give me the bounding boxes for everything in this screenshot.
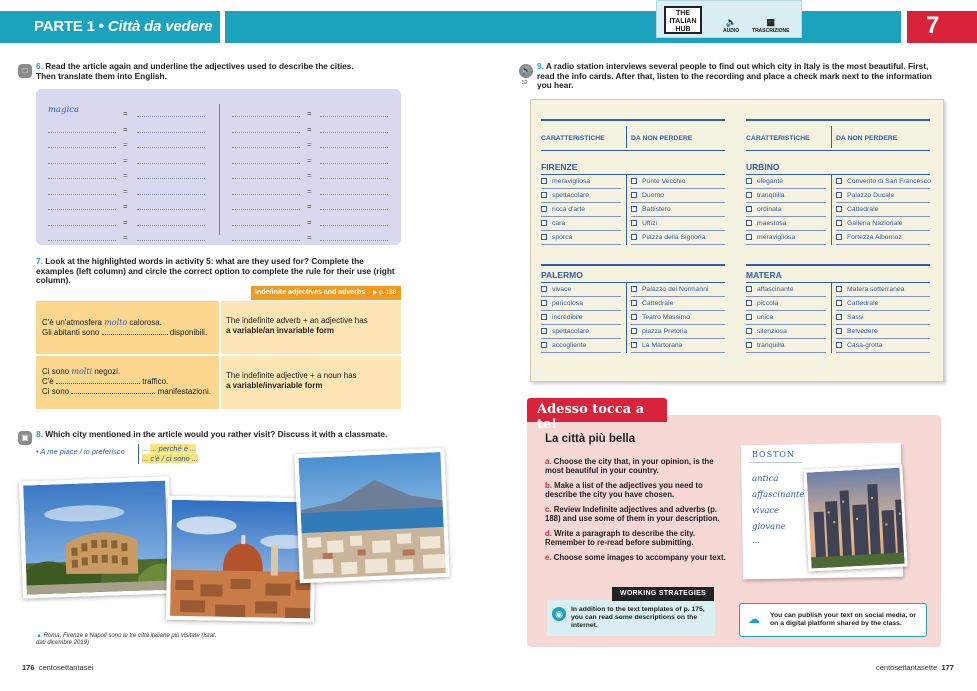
photo-boston xyxy=(803,464,907,571)
task-title: La città più bella xyxy=(545,433,636,445)
checklist-item[interactable] xyxy=(541,339,621,353)
equals-sign: = xyxy=(123,233,128,242)
answer-line[interactable] xyxy=(232,132,300,133)
checklist-label: piazza Pretoria xyxy=(642,328,688,335)
checklist-label: Galleria Nazionale xyxy=(847,220,903,227)
checklist-label: Duomo xyxy=(642,192,664,199)
italian-hub-logo[interactable]: THE ITALIAN HUB xyxy=(664,6,702,34)
checklist-label: incredibile xyxy=(552,314,583,321)
note-rule xyxy=(750,462,802,463)
answer-line[interactable] xyxy=(137,163,205,164)
checklist-item[interactable] xyxy=(836,311,930,325)
checklist-label: accogliente xyxy=(552,342,587,349)
checklist-label: vivace xyxy=(552,286,572,293)
answer-line[interactable] xyxy=(48,225,116,226)
answer-line[interactable] xyxy=(48,209,116,210)
checklist-item[interactable] xyxy=(746,339,826,353)
equals-sign: = xyxy=(307,109,312,118)
discussion-icon: ▣ xyxy=(18,431,32,445)
checklist-item[interactable] xyxy=(836,189,930,203)
checklist-label: Palazzo Ducale xyxy=(847,192,895,199)
checklist-item[interactable] xyxy=(746,175,826,189)
checkbox[interactable] xyxy=(631,234,637,240)
equals-sign: = xyxy=(123,155,128,165)
checkbox[interactable] xyxy=(836,300,842,306)
task-step: e. Choose some images to accompany your text. xyxy=(545,553,726,562)
checkbox[interactable] xyxy=(541,342,547,348)
grammar-reference-tag[interactable]: Indefinite adjectives and adverbs ▶ p. 188 xyxy=(251,286,401,300)
checkbox[interactable] xyxy=(836,206,842,212)
city-name: FIRENZE xyxy=(541,162,578,172)
working-strategies-text: In addition to the text templates of p. 175, you can read some descriptions on the internet. xyxy=(571,606,705,629)
equals-sign: = xyxy=(123,124,128,134)
checkbox[interactable] xyxy=(746,342,752,348)
checklist-item[interactable] xyxy=(746,189,826,203)
audio-link[interactable]: 🔈 AUDIO xyxy=(723,17,740,34)
equals-sign: = xyxy=(307,233,312,242)
checkbox[interactable] xyxy=(541,328,547,334)
section-rule xyxy=(746,264,930,266)
answer-line[interactable] xyxy=(232,147,300,148)
checkbox[interactable] xyxy=(836,178,842,184)
checkbox[interactable] xyxy=(541,206,547,212)
checklist-label: sporca xyxy=(552,234,573,241)
checkbox[interactable] xyxy=(631,342,637,348)
header-rule xyxy=(541,119,725,121)
equals-sign: = xyxy=(307,155,312,165)
answer-line[interactable] xyxy=(137,147,205,148)
checkbox[interactable] xyxy=(541,286,547,292)
example-row-1: C'è un'atmosfera molto calorosa. Gli abitanti sono disponibili. xyxy=(42,318,208,337)
answer-line[interactable] xyxy=(137,194,205,195)
checklist-label: Teatro Massimo xyxy=(642,314,690,321)
task-step: d. Write a paragraph to describe the city. Remember to re-read before submitting. xyxy=(545,529,696,547)
city-name: PALERMO xyxy=(541,270,583,280)
checklist-item[interactable] xyxy=(631,325,725,339)
column-header: CARATTERISTICHE xyxy=(746,135,810,142)
option-choice[interactable]: a variable/invariable form xyxy=(226,381,323,390)
checkbox[interactable] xyxy=(631,328,637,334)
note-word: vivace xyxy=(752,506,780,516)
answer-line[interactable] xyxy=(48,163,116,164)
checklist-item[interactable] xyxy=(631,189,725,203)
answer-line[interactable] xyxy=(48,194,116,195)
checklist-label: Sassi xyxy=(847,314,864,321)
checklist-label: cara xyxy=(552,220,566,227)
answer-line[interactable] xyxy=(137,132,205,133)
answer-line[interactable] xyxy=(320,147,388,148)
checklist-label: Cattedrale xyxy=(642,300,674,307)
checklist-label: Fortezza Albornoz xyxy=(847,234,902,241)
checklist-label: piccola xyxy=(757,300,779,307)
checkbox[interactable] xyxy=(836,234,842,240)
equals-sign: = xyxy=(307,171,312,180)
checkbox[interactable] xyxy=(541,192,547,198)
checklist-label: Uffizi xyxy=(642,220,657,227)
panel-divider xyxy=(219,104,220,235)
checklist-label: spettacolare xyxy=(552,192,590,199)
checklist-label: silenziosa xyxy=(757,328,787,335)
task-steps xyxy=(545,457,730,568)
answer-line[interactable] xyxy=(48,132,116,133)
answer-line[interactable] xyxy=(48,240,116,241)
answer-line[interactable] xyxy=(232,178,300,179)
header-rule xyxy=(746,119,930,121)
photo-caption: ▲ Roma, Firenze e Napoli sono le tre città italiane più visitate (Istat, dati dicembre 2019) xyxy=(36,633,217,646)
checklist-item[interactable] xyxy=(541,189,621,203)
checklist-item[interactable] xyxy=(746,283,826,297)
answer-line[interactable] xyxy=(320,209,388,210)
note-word: ... xyxy=(752,536,761,546)
unit-badge xyxy=(907,11,977,43)
publish-text: You can publish your text on social media, or on a digital platform shared by the class. xyxy=(770,612,917,627)
answer-line[interactable] xyxy=(320,240,388,241)
checklist-item[interactable] xyxy=(631,203,725,217)
answer-line[interactable] xyxy=(48,147,116,148)
answer-line[interactable] xyxy=(137,116,205,117)
answer-line[interactable] xyxy=(232,163,300,164)
page-number-left: 176 centosettantasei xyxy=(22,663,94,672)
checklist-item[interactable] xyxy=(631,339,725,353)
checklist-item[interactable] xyxy=(836,217,930,231)
equals-sign: = xyxy=(307,217,312,227)
city-name: URBINO xyxy=(746,162,780,172)
audio-track-number: 52 xyxy=(522,80,528,86)
answer-line[interactable] xyxy=(320,116,388,117)
header-divider xyxy=(831,126,832,148)
checklist-label: Belvedere xyxy=(847,328,878,335)
speech-prompt-options: ... ... perché è ... ... c'è / ci sono ... xyxy=(138,444,198,464)
checklist-item[interactable] xyxy=(746,231,826,245)
checklist-label: Cattedrale xyxy=(847,300,879,307)
equals-sign: = xyxy=(307,202,312,211)
option-choice[interactable]: a variable/an invariable form xyxy=(226,326,335,335)
checklist-label: affascinante xyxy=(757,286,794,293)
target-icon: ◉ xyxy=(552,607,566,621)
answer-line[interactable] xyxy=(320,194,388,195)
adesso-tab: Adesso tocca a te! xyxy=(527,398,667,422)
city-name: MATERA xyxy=(746,270,782,280)
checkbox[interactable] xyxy=(631,286,637,292)
transcript-icon: ▦ xyxy=(766,17,775,27)
answer-line[interactable] xyxy=(137,209,205,210)
rule-row-2: The indefinite adjective + a noun has a variable/invariable form xyxy=(226,371,398,391)
checklist-item[interactable] xyxy=(541,297,621,311)
checklist-label: maestosa xyxy=(757,220,787,227)
checkbox[interactable] xyxy=(746,300,752,306)
checkbox[interactable] xyxy=(541,220,547,226)
checkbox[interactable] xyxy=(631,192,637,198)
working-strategies-tag: WORKING STRATEGIES xyxy=(612,587,714,601)
checklist-item[interactable] xyxy=(746,203,826,217)
answer-line[interactable] xyxy=(232,240,300,241)
equals-sign: = xyxy=(123,202,128,211)
column-header: DA NON PERDERE xyxy=(836,135,898,142)
checkbox[interactable] xyxy=(836,192,842,198)
city-divider xyxy=(626,175,627,245)
checklist-item[interactable] xyxy=(631,283,725,297)
checkbox[interactable] xyxy=(746,206,752,212)
checkbox[interactable] xyxy=(631,206,637,212)
equals-sign: = xyxy=(307,186,312,196)
speaker-icon: 🔈 xyxy=(725,17,737,27)
checkbox[interactable] xyxy=(541,234,547,240)
checklist-label: La Martorana xyxy=(642,342,683,349)
page-number-right: centosettantasette 177 xyxy=(876,663,954,672)
task-step: b. Make a list of the adjectives you need to describe the city you have chosen. xyxy=(545,481,703,499)
write-icon: □ xyxy=(18,64,32,78)
checklist-item[interactable] xyxy=(836,339,930,353)
checklist-label: Battistero xyxy=(642,206,671,213)
checklist-item[interactable] xyxy=(836,231,930,245)
checklist-label: ricca d'arte xyxy=(552,206,586,213)
checklist-label: Casa-grotta xyxy=(847,342,883,349)
answer-line[interactable] xyxy=(137,178,205,179)
city-divider xyxy=(626,283,627,353)
checkbox[interactable] xyxy=(541,300,547,306)
checklist-item[interactable] xyxy=(631,297,725,311)
checklist-item[interactable] xyxy=(746,217,826,231)
checkbox[interactable] xyxy=(541,178,547,184)
note-word: affascinante xyxy=(752,490,805,500)
answer-line[interactable] xyxy=(232,194,300,195)
checklist-item[interactable] xyxy=(631,231,725,245)
city-divider xyxy=(831,283,832,353)
column-header: DA NON PERDERE xyxy=(631,135,693,142)
checklist-label: Piazza della Signoria xyxy=(642,234,706,241)
checklist-label: Convento di San Francesco xyxy=(847,178,931,185)
checkbox[interactable] xyxy=(631,178,637,184)
checkbox[interactable] xyxy=(746,314,752,320)
part-title: PARTE 1 • Città da vedere xyxy=(34,18,213,35)
answer-line[interactable] xyxy=(232,116,300,117)
checklist-item[interactable] xyxy=(836,175,930,189)
checkbox[interactable] xyxy=(746,328,752,334)
checklist-label: spettacolare xyxy=(552,328,590,335)
example-word: magica xyxy=(48,105,80,115)
section-rule xyxy=(541,264,725,266)
header-rule xyxy=(541,150,725,151)
exercise-6-instructions: 6. Read the article again and underline the adjectives used to describe the cities. Then translate them into English. xyxy=(36,61,354,81)
equals-sign: = xyxy=(123,217,128,227)
checkbox[interactable] xyxy=(746,234,752,240)
equals-sign: = xyxy=(123,171,128,180)
example-row-2: Ci sono molti negozi. C'è traffico. Ci sono manifestazioni. xyxy=(42,367,211,396)
note-word: antica xyxy=(752,474,779,484)
checkbox[interactable] xyxy=(836,328,842,334)
checkbox[interactable] xyxy=(631,300,637,306)
checklist-item[interactable] xyxy=(746,311,826,325)
checklist-item[interactable] xyxy=(541,231,621,245)
answer-line[interactable] xyxy=(320,163,388,164)
column-header: CARATTERISTICHE xyxy=(541,135,605,142)
equals-sign: = xyxy=(123,109,128,118)
photo-florence xyxy=(166,496,316,623)
checkbox[interactable] xyxy=(836,342,842,348)
checklist-item[interactable] xyxy=(746,325,826,339)
unit-number: 7 xyxy=(926,12,940,39)
exercise-9-instructions: 9. A radio station interviews several people to find out which city in Italy is the most beautiful. First, read the info cards. After that, listen to the recording and place a check mark next to the information you hear. xyxy=(537,61,932,90)
equals-sign: = xyxy=(307,140,312,149)
checklist-label: Ponte Vecchio xyxy=(642,178,686,185)
rule-row-1: The indefinite adverb + an adjective has a variable/an invariable form xyxy=(226,316,398,336)
task-step: c. Review Indefinite adjectives and adverbs (p. 188) and use some of them in your description. xyxy=(545,505,720,523)
checklist-item[interactable] xyxy=(631,311,725,325)
exercise-7-instructions: 7. Look at the highlighted words in activity 5: what are they used for? Complete the examples (left column) and circle the correct option to complete the rule for their use (right column). xyxy=(36,256,395,285)
cloud-upload-icon: ☁ xyxy=(748,612,760,626)
checklist-label: Cattedrale xyxy=(847,206,879,213)
checklist-item[interactable] xyxy=(541,325,621,339)
answer-line[interactable] xyxy=(48,178,116,179)
transcription-link[interactable]: ▦ TRASCRIZIONE xyxy=(752,17,790,34)
equals-sign: = xyxy=(307,124,312,134)
note-title: BOSTON xyxy=(752,450,795,459)
checklist-item[interactable] xyxy=(631,217,725,231)
speech-prompt: • A me piace / io preferisco xyxy=(36,447,125,456)
answer-line[interactable] xyxy=(320,225,388,226)
checklist-item[interactable] xyxy=(631,175,725,189)
checkbox[interactable] xyxy=(836,286,842,292)
checkbox[interactable] xyxy=(541,314,547,320)
checkbox[interactable] xyxy=(631,220,637,226)
checklist-label: Palazzo dei Normanni xyxy=(642,286,709,293)
checklist-label: unica xyxy=(757,314,774,321)
checklist-item[interactable] xyxy=(541,175,621,189)
checkbox[interactable] xyxy=(631,314,637,320)
answer-line[interactable] xyxy=(320,132,388,133)
checklist-item[interactable] xyxy=(836,283,930,297)
checklist-label: tranquilla xyxy=(757,192,785,199)
checkbox[interactable] xyxy=(836,220,842,226)
checklist-item[interactable] xyxy=(541,203,621,217)
checkbox[interactable] xyxy=(746,192,752,198)
header-divider xyxy=(626,126,627,148)
checkbox[interactable] xyxy=(746,178,752,184)
checklist-label: elegante xyxy=(757,178,784,185)
note-word: giovane xyxy=(752,522,786,532)
checklist-item[interactable] xyxy=(836,297,930,311)
equals-sign: = xyxy=(123,140,128,149)
answer-line[interactable] xyxy=(137,240,205,241)
checklist-item[interactable] xyxy=(836,325,930,339)
checklist-label: ordinata xyxy=(757,206,782,213)
answer-line[interactable] xyxy=(320,178,388,179)
checklist-item[interactable] xyxy=(541,311,621,325)
equals-sign: = xyxy=(123,186,128,196)
photo-naples xyxy=(294,448,449,583)
city-divider xyxy=(831,175,832,245)
audio-play-icon[interactable]: 🔊 xyxy=(519,64,533,78)
checkbox[interactable] xyxy=(746,220,752,226)
answer-line[interactable] xyxy=(137,225,205,226)
exercise-8-instructions: 8. Which city mentioned in the article would you rather visit? Discuss it with a classmate. xyxy=(36,429,388,439)
checklist-label: Matera sotterranea xyxy=(847,286,905,293)
checklist-item[interactable] xyxy=(541,217,621,231)
checklist-item[interactable] xyxy=(746,297,826,311)
checklist-item[interactable] xyxy=(541,283,621,297)
checklist-label: pericolosa xyxy=(552,300,583,307)
answer-line[interactable] xyxy=(232,225,300,226)
checkbox[interactable] xyxy=(836,314,842,320)
photo-rome xyxy=(19,476,173,598)
checklist-item[interactable] xyxy=(836,203,930,217)
answer-line[interactable] xyxy=(232,209,300,210)
checklist-label: tranquilla xyxy=(757,342,785,349)
checklist-label: meravigliosa xyxy=(757,234,796,241)
header-rule xyxy=(746,150,930,151)
checklist-label: meravigliosa xyxy=(552,178,591,185)
task-step: a. Choose the city that, in your opinion, is the most beautiful in your country. xyxy=(545,457,714,475)
checkbox[interactable] xyxy=(746,286,752,292)
